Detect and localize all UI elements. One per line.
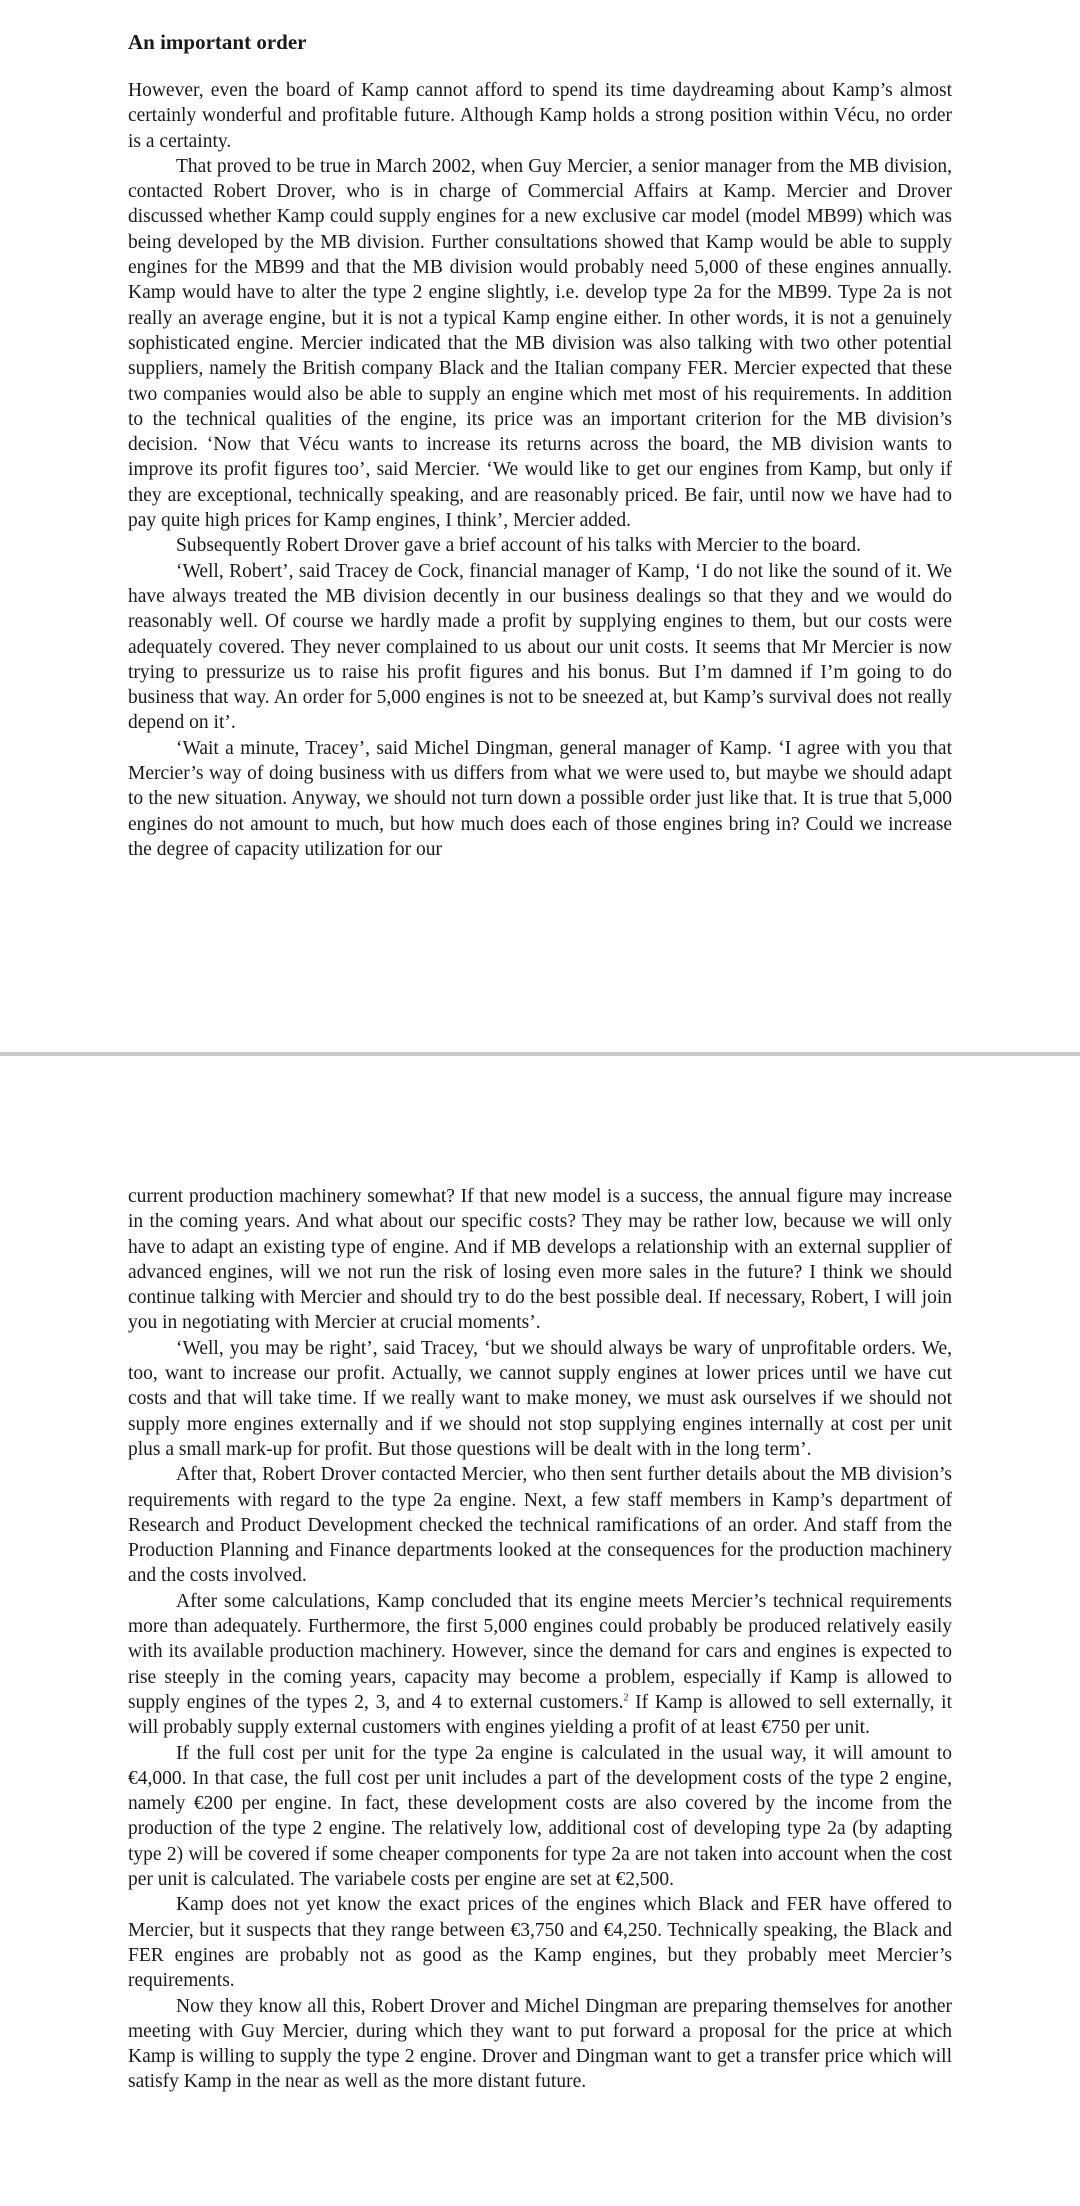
paragraph: ‘Well, you may be right’, said Tracey, ‘but we should always be wary of unprofitable orders. We, too, want to increase our profit. Actually, we cannot supply engines at lower prices until we have cut costs and that will take time. If we really want to make money, we must ask ourselves if we should not supply more engines externally and if we should not stop supplying engines internally at cost per unit plus a small mark-up for profit. But those questions will be dealt with in the long term’. (128, 1337, 952, 1460)
paragraph-text-tail: If Kamp is allowed to sell externally, it will probably supply external customers with engines yielding a profit of at least €750 per unit. (128, 1691, 953, 1739)
paragraph: current production machinery somewhat? If that new model is a success, the annual figure may increase in the coming years. And what about our specific costs? They may be rather low, because we will only have to adapt an existing type of engine. And if MB develops a relationship with an external supplier of advanced engines, will we not run the risk of losing even more sales in the future? I think we should continue talking with Mercier and should try to do the best possible deal. If necessary, Robert, I will join you in negotiating with Mercier at crucial moments’. (128, 1186, 952, 1334)
paragraph: ‘Wait a minute, Tracey’, said Michel Dingman, general manager of Kamp. ‘I agree with you that Mercier’s way of doing business with us differs from what we were used to, but maybe we should adapt to the new situation. Anyway, we should not turn down a possible order just like that. It is true that 5,000 engines do not amount to much, but how much does each of those engines bring in? Could we increase the degree of capacity utilization for our (128, 737, 952, 860)
paragraph: If the full cost per unit for the type 2a engine is calculated in the usual way, it will amount to €4,000. In that case, the full cost per unit includes a part of the development costs of the type 2 engine, namely €200 per engine. In fact, these development costs are also covered by the income from the production of the type 2 engine. The relatively low, additional cost of developing type 2a (by adapting type 2) will be covered if some cheaper components for type 2a are not taken into account when the cost per unit is calculated. The variabele costs per engine are set at €2,500. (128, 1742, 952, 1891)
section-heading: An important order (128, 30, 307, 54)
paragraph: Subsequently Robert Drover gave a brief account of his talks with Mercier to the board. (176, 535, 862, 557)
paragraph (128, 1589, 952, 1741)
paragraph-text: After some calculations, Kamp concluded that its engine meets Mercier’s technical requirements more than adequately. Furthermore, the first 5,000 engines could probably be produced relatively easily with its available production machinery. However, since the demand for cars and engines is expected to rise steeply in the coming years, capacity may become a problem, especially if Kamp is allowed to supply engines of the types 2, 3, and 4 to external customers. (128, 1590, 952, 1713)
paragraph: Kamp does not yet know the exact prices of the engines which Black and FER have offered to Mercier, but it suspects that they range between €3,750 and €4,250. Technically speaking, the Black and FER engines are probably not as good as the Kamp engines, but they probably meet Mercier’s requirements. (128, 1894, 952, 1992)
paragraph: After that, Robert Drover contacted Mercier, who then sent further details about the MB division’s requirements with regard to the type 2a engine. Next, a few staff members in Kamp’s department of Research and Product Development checked the technical ramifications of an order. And staff from the Production Planning and Finance departments looked at the consequences for the production machinery and the costs involved. (128, 1464, 952, 1587)
page-1-body (128, 78, 952, 862)
paragraph: Now they know all this, Robert Drover and Michel Dingman are preparing themselves for another meeting with Guy Mercier, during which they want to put forward a proposal for the price at which Kamp is willing to supply the type 2 engine. Drover and Dingman want to get a transfer price which will satisfy Kamp in the near as well as the more distant future. (128, 1995, 952, 2093)
page-2-body (128, 1184, 952, 2095)
paragraph: However, even the board of Kamp cannot afford to spend its time daydreaming about Kamp’s almost certainly wonderful and profitable future. Although Kamp holds a strong position within Vécu, no order is a certainty. (128, 80, 952, 152)
paragraph: ‘Well, Robert’, said Tracey de Cock, financial manager of Kamp, ‘I do not like the sound of it. We have always treated the MB division decently in our business dealings so that they and we would do reasonably well. Of course we hardly made a profit by supplying engines to them, but our costs were adequately covered. They never complained to us about our unit costs. It seems that Mr Mercier is now trying to pressurize us to raise his profit figures and his bonus. But I’m damned if I’m going to do business that way. An order for 5,000 engines is not to be sneezed at, but Kamp’s survival does not really depend on it’. (128, 560, 952, 734)
footnote-marker: 2 (623, 1692, 629, 1704)
paragraph: That proved to be true in March 2002, when Guy Mercier, a senior manager from the MB division, contacted Robert Drover, who is in charge of Commercial Affairs at Kamp. Mercier and Drover discussed whether Kamp could supply engines for a new exclusive car model (model MB99) which was being developed by the MB division. Further consultations showed that Kamp would be able to supply engines for the MB99 and that the MB division would probably need 5,000 of these engines annually. Kamp would have to alter the type 2 engine slightly, i.e. develop type 2a for the MB99. Type 2a is not really an average engine, but it is not a typical Kamp engine either. In other words, it is not a genuinely sophisticated engine. Mercier indicated that the MB division was also talking with two other potential suppliers, namely the British company Black and the Italian company FER. Mercier expected that these two companies would also be able to supply an engine which met most of his requirements. In addition to the technical qualities of the engine, its price was an important criterion for the MB division’s decision. ‘Now that Vécu wants to increase its returns across the board, the MB division wants to improve its profit figures too’, said Mercier. ‘We would like to get our engines from Kamp, but only if they are exceptional, technically speaking, and are reasonably priced. Be fair, until now we have had to pay quite high prices for Kamp engines, I think’, Mercier added. (128, 155, 952, 532)
